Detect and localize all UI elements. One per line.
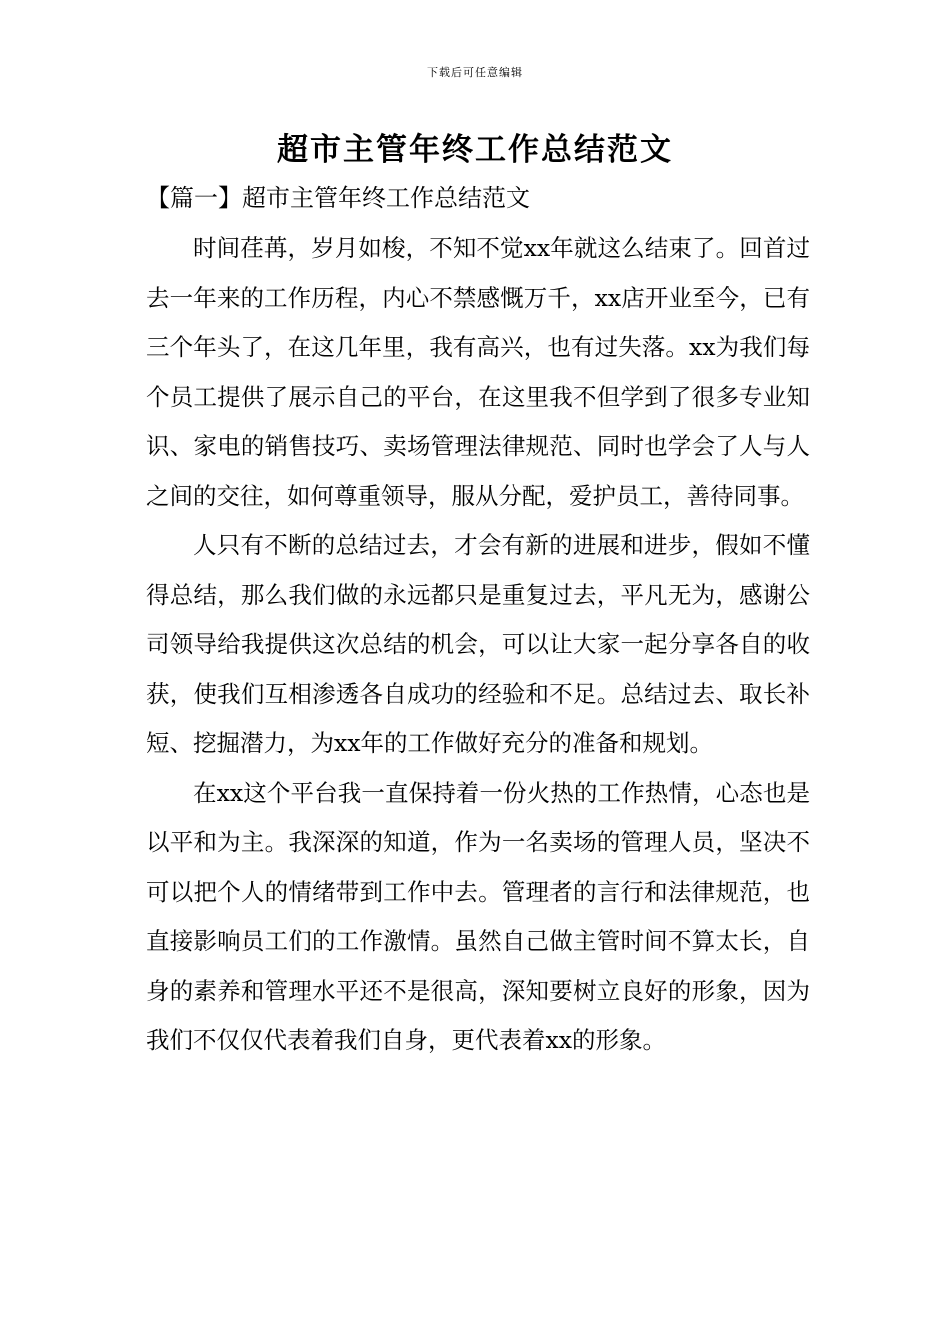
paragraph-2: 人只有不断的总结过去，才会有新的进展和进步，假如不懂得总结，那么我们做的永远都只是重复过去，平凡无为，感谢公司领导给我提供这次总结的机会，可以让大家一起分享各自的收获，使我们互相渗透各自成功的经验和不足。总结过去、取长补短、挖掘潜力，为xx年的工作做好充分的准备和规划。: [146, 531, 810, 757]
paragraph-3: 在xx这个平台我一直保持着一份火热的工作热情，心态也是以平和为主。我深深的知道，作为一名卖场的管理人员，坚决不可以把个人的情绪带到工作中去。管理者的言行和法律规范，也直接影响员工们的工作激情。虽然自己做主管时间不算太长，自身的素养和管理水平还不是很高，深知要树立良好的形象，因为我们不仅仅代表着我们自身，更代表着xx的形象。: [146, 778, 810, 1054]
paragraph-1: 时间荏苒，岁月如梭，不知不觉xx年就这么结束了。回首过去一年来的工作历程，内心不禁感慨万千，xx店开业至今，已有三个年头了，在这几年里，我有高兴，也有过失落。xx为我们每个员工提供了展示自己的平台，在这里我不但学到了很多专业知识、家电的销售技巧、卖场管理法律规范、同时也学会了人与人之间的交往，如何尊重领导，服从分配，爱护员工，善待同事。: [146, 234, 810, 510]
document-body: [146, 224, 810, 1066]
header-note: 下载后可任意编辑: [427, 66, 523, 79]
section-heading: 【篇一】超市主管年终工作总结范文: [146, 184, 530, 212]
document-title: 超市主管年终工作总结范文: [277, 132, 673, 168]
